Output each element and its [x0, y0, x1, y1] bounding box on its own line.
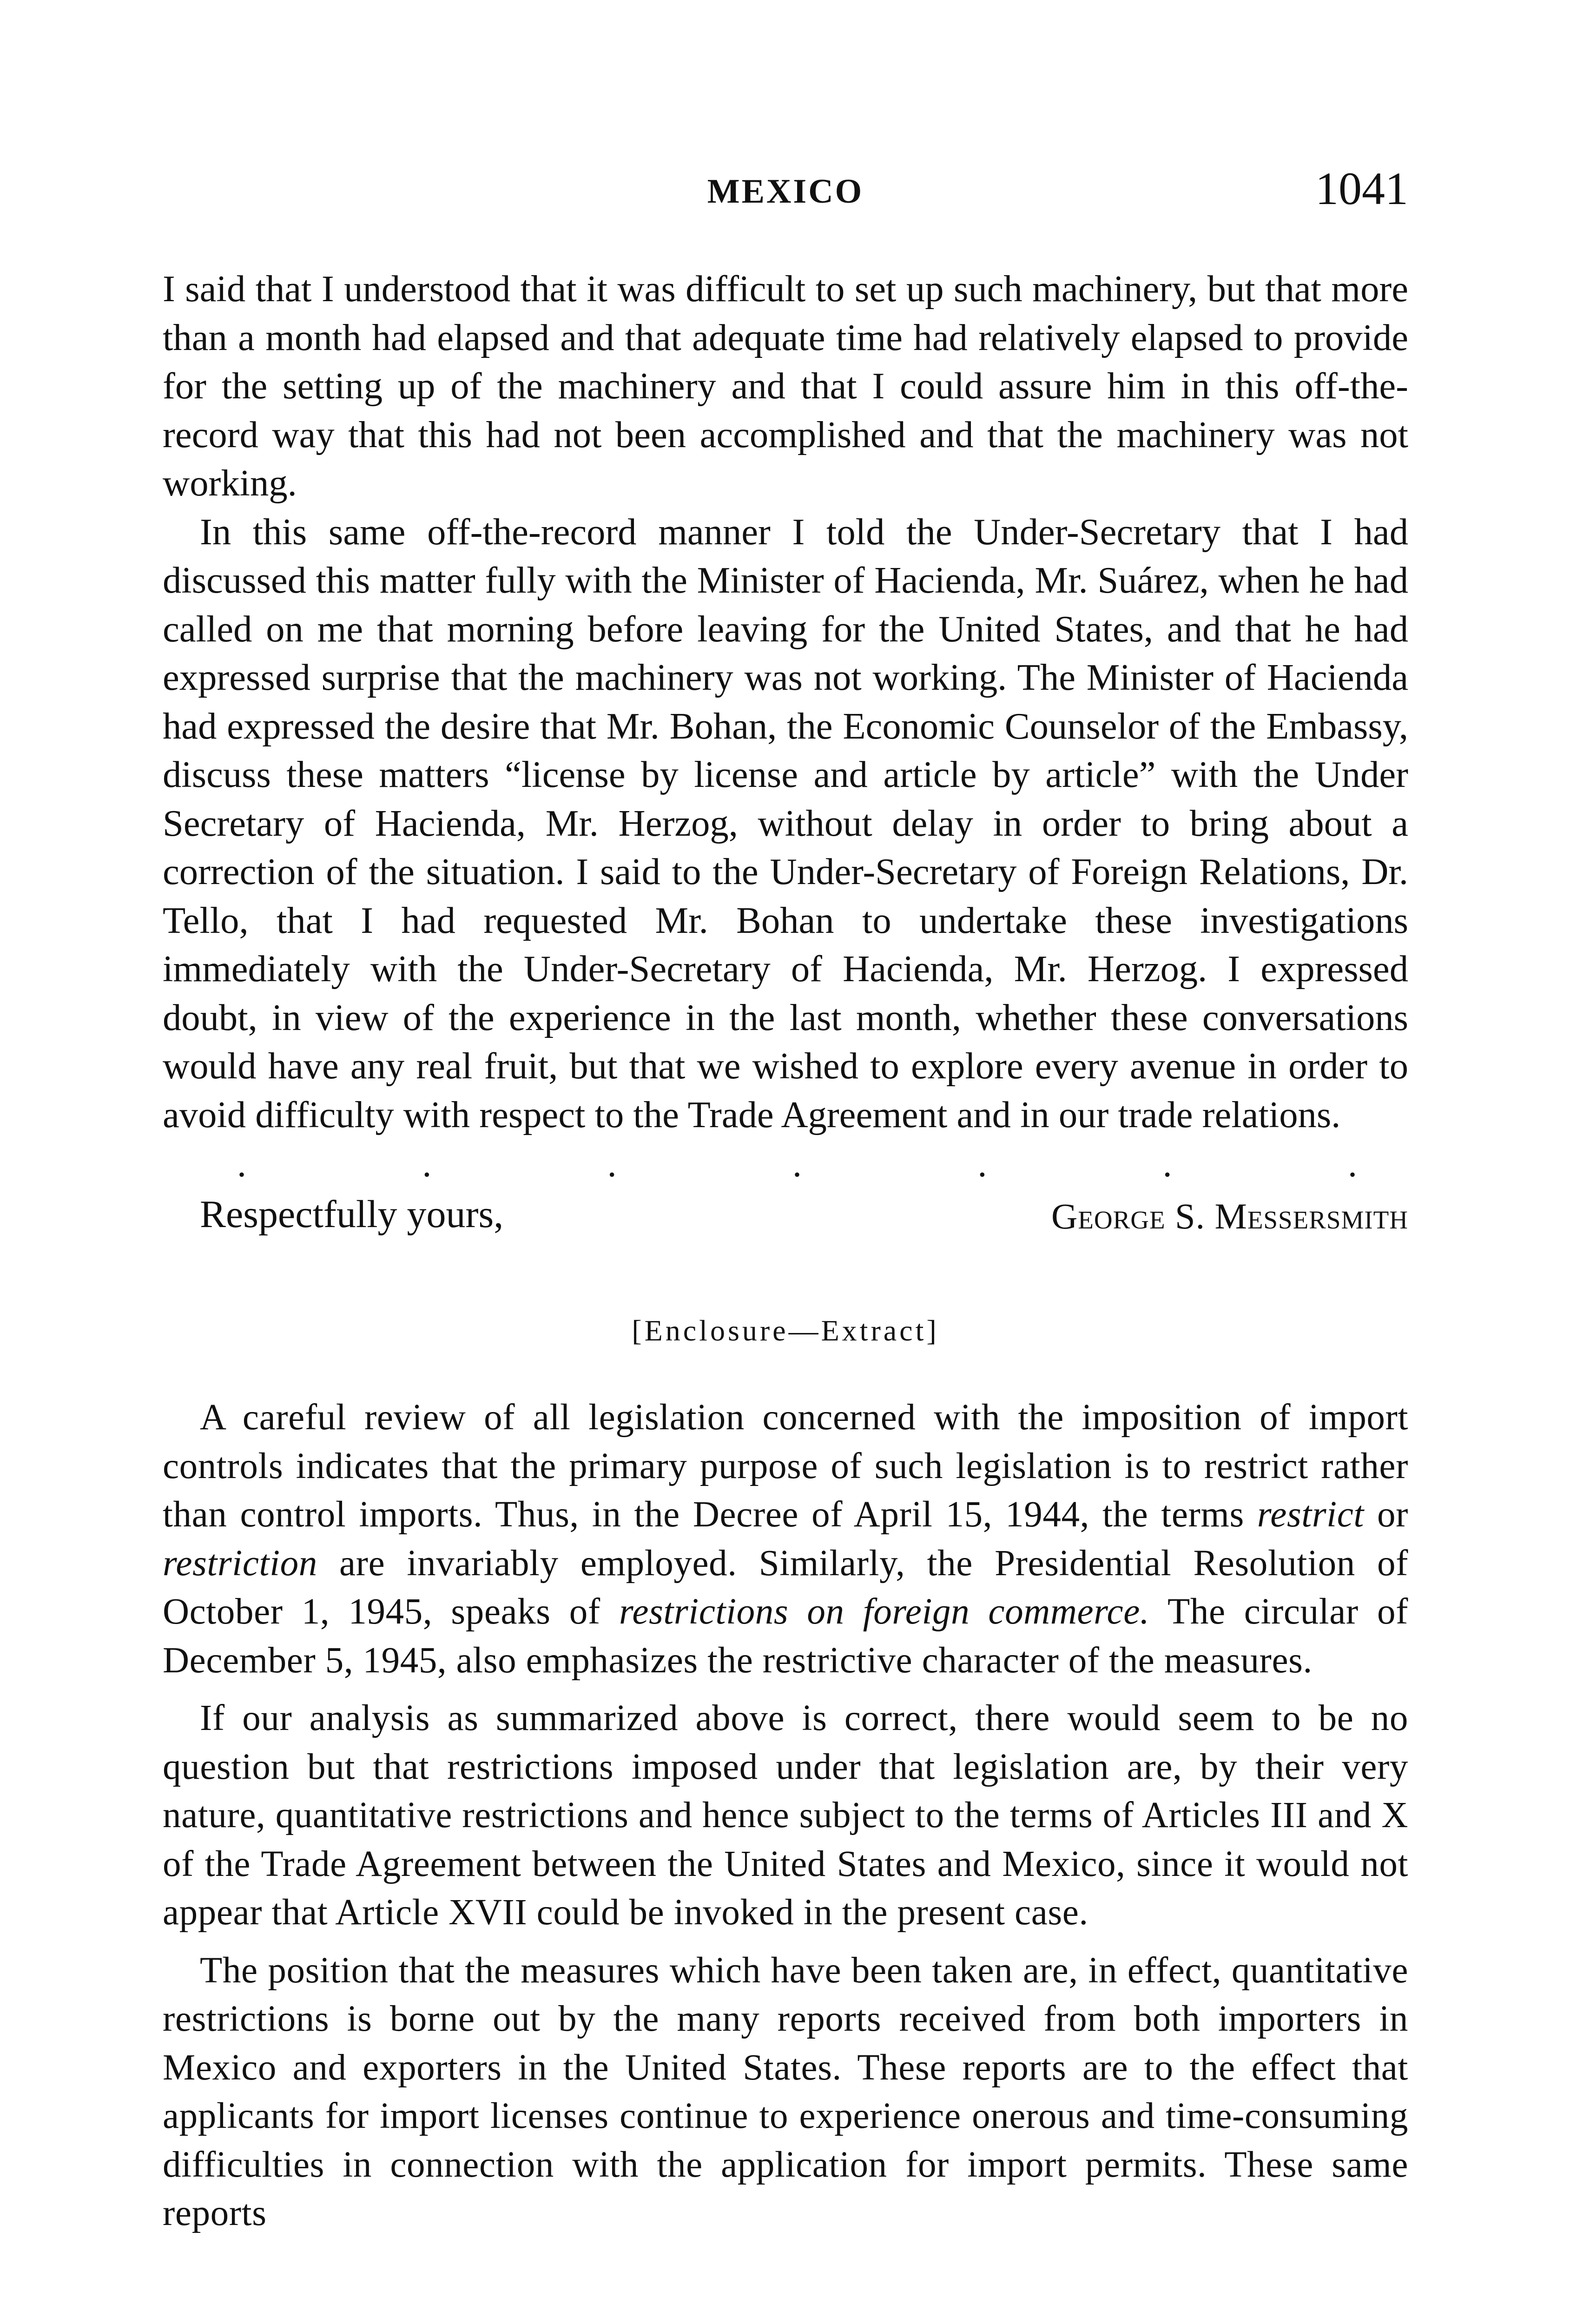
- letter-paragraph: [163, 508, 1408, 1140]
- enclosure-body: [163, 1393, 1408, 2238]
- page-number: 1041: [1315, 163, 1408, 214]
- letter-body: [163, 265, 1408, 1139]
- valediction: Respectfully yours,: [200, 1193, 504, 1236]
- text-run: I said that I understood that it was difficult to set up such machinery, but that more than a month had elapsed and that adequate time had relatively elapsed to provide for the setting up of the machinery and that I could assure him in this off-the-record way that this had not been accomplished and that the machinery was not working.: [163, 268, 1408, 504]
- text-run: The position that the measures which have been taken are, in effect, quantitative restrictions is borne out by the many reports received from both importers in Mexico and exporters in the United States. These reports are to the effect that applicants for import licenses continue to experience onerous and time-consuming difficulties in connection with the application for import permits. These same reports: [163, 1950, 1408, 2233]
- text-run: are invariably employed. Similarly, the Presidential Resolution of October 1, 1945, speaks of: [163, 1543, 1408, 1632]
- enclosure-heading: [Enclosure—Extract]: [632, 1314, 939, 1347]
- ellipsis-dot: .: [237, 1144, 246, 1185]
- enclosure-paragraph: [163, 1947, 1408, 2238]
- ellipsis-dot: .: [607, 1144, 617, 1185]
- ellipsis-dot: .: [422, 1144, 432, 1185]
- italic-term: restrict: [1257, 1494, 1364, 1535]
- enclosure-paragraph: [163, 1694, 1408, 1937]
- text-run: The circular of December 5, 1945, also emphasizes the restrictive character of the measures.: [163, 1591, 1408, 1681]
- italic-term: restriction: [163, 1543, 317, 1584]
- ellipsis-dot: .: [977, 1144, 987, 1185]
- running-title: MEXICO: [707, 172, 864, 211]
- text-run: In this same off-the-record manner I told the Under-Secretary that I had discussed this matter fully with the Minister of Hacienda, Mr. Suárez, when he had called on me that morning before leaving for the United States, and that he had expressed surprise that the machinery was not working. The Minister of Hacienda had expressed the desire that Mr. Bohan, the Economic Counselor of the Embassy, discuss these matters “license by license and article by article” with the Under Secretary of Hacienda, Mr. Herzog, without delay in order to bring about a correction of the situation. I said to the Under-Secretary of Foreign Relations, Dr. Tello, that I had requested Mr. Bohan to undertake these investigations immediately with the Under-Secretary of Hacienda, Mr. Herzog. I expressed doubt, in view of the experience in the last month, whether these conversations would have any real fruit, but that we wished to explore every avenue in order to avoid difficulty with respect to the Trade Agreement and in our trade relations.: [163, 511, 1408, 1136]
- enclosure-paragraph: [163, 1393, 1408, 1685]
- italic-term: restrictions on foreign commerce.: [619, 1591, 1150, 1632]
- text-run: If our analysis as summarized above is correct, there would seem to be no question but that restrictions imposed under that legislation are, by their very nature, quantitative restrictions and hence subject to the terms of Articles III and X of the Trade Agreement between the United States and Mexico, since it would not appear that Article XVII could be invoked in the present case.: [163, 1698, 1408, 1933]
- signature: George S. Messersmith: [1051, 1196, 1408, 1236]
- letter-closing: [163, 1189, 1408, 1263]
- document-page: [163, 0, 1408, 2238]
- ellipsis-dot: .: [1347, 1144, 1357, 1185]
- text-run: or: [1364, 1494, 1408, 1535]
- page-header: [163, 163, 1408, 265]
- text-run: A careful review of all legislation concerned with the imposition of import controls indicates that the primary purpose of such legislation is to restrict rather than control imports. Thus, in the Decree of April 15, 1944, the terms: [163, 1397, 1408, 1535]
- ellipsis-dot: .: [1162, 1144, 1172, 1185]
- ellipsis-dot: .: [792, 1144, 802, 1185]
- omission-ellipsis: [163, 1140, 1408, 1189]
- letter-paragraph: [163, 265, 1408, 508]
